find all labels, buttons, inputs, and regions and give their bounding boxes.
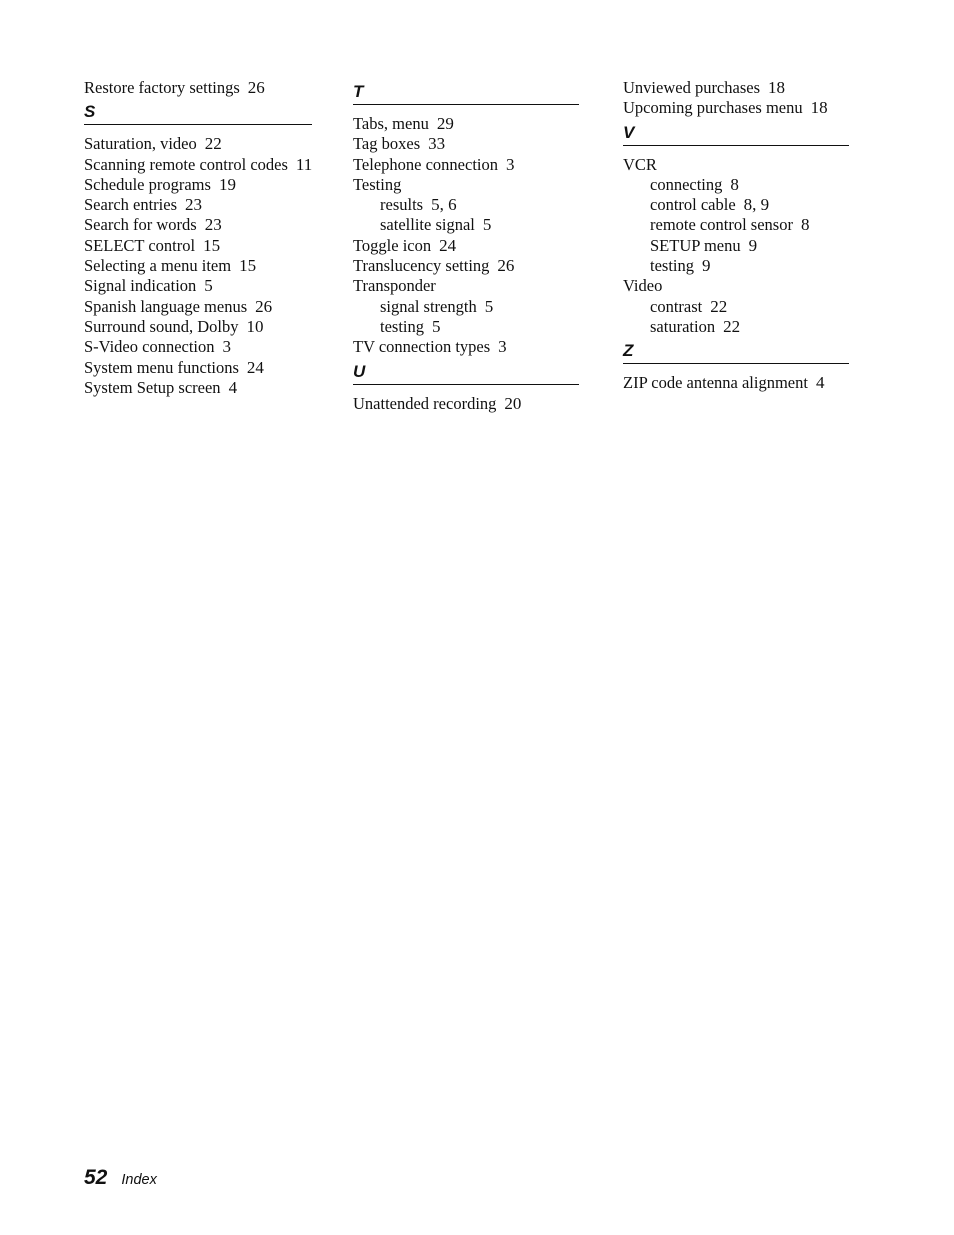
entry-page-numbers: 8, 9 bbox=[743, 195, 770, 215]
entry-term: results bbox=[380, 195, 424, 215]
index-entry bbox=[623, 78, 849, 98]
entry-page-numbers: 23 bbox=[185, 195, 202, 215]
entry-term: Transponder bbox=[353, 276, 436, 296]
index-column-2 bbox=[353, 78, 579, 414]
entry-page-numbers: 9 bbox=[702, 256, 711, 276]
index-entry bbox=[84, 378, 312, 398]
index-entry bbox=[353, 134, 579, 154]
page-footer bbox=[84, 1166, 157, 1190]
index-entry bbox=[84, 78, 312, 98]
section-letter-heading: U bbox=[353, 362, 579, 385]
entry-page-numbers: 24 bbox=[439, 235, 457, 255]
index-subentry bbox=[623, 175, 849, 195]
entry-page-numbers: 22 bbox=[723, 316, 741, 336]
entry-page-numbers: 26 bbox=[247, 78, 265, 97]
entry-term: System Setup screen bbox=[84, 377, 221, 397]
entry-page-numbers: 9 bbox=[748, 235, 758, 255]
section-letter-heading: T bbox=[353, 82, 579, 105]
entry-page-numbers: 20 bbox=[504, 393, 522, 413]
entry-page-numbers: 8 bbox=[730, 174, 739, 194]
entry-page-numbers: 15 bbox=[203, 235, 221, 255]
index-entry bbox=[84, 134, 312, 154]
index-entry bbox=[84, 276, 312, 296]
entry-term: Unattended recording bbox=[353, 393, 497, 413]
index-entry bbox=[353, 256, 579, 276]
index-entry bbox=[84, 215, 312, 235]
entry-term: remote control sensor bbox=[650, 215, 793, 235]
entry-term: Telephone connection bbox=[353, 154, 498, 174]
entry-term: Tag boxes bbox=[353, 134, 421, 154]
section-name: Index bbox=[121, 1172, 157, 1188]
index-subentry bbox=[623, 195, 849, 215]
entry-page-numbers: 5 bbox=[484, 296, 494, 316]
index-subentry bbox=[623, 317, 849, 337]
entry-page-numbers: 29 bbox=[436, 114, 454, 133]
entry-term: Signal indication bbox=[84, 276, 197, 296]
entry-term: control cable bbox=[650, 195, 736, 215]
entry-page-numbers: 18 bbox=[810, 98, 828, 118]
index-subentry bbox=[353, 317, 579, 337]
entry-term: Upcoming purchases menu bbox=[623, 98, 803, 118]
entry-term: Scanning remote control codes bbox=[84, 154, 288, 174]
index-entry bbox=[353, 337, 579, 357]
entry-page-numbers: 3 bbox=[506, 154, 515, 174]
entry-term: TV connection types bbox=[353, 337, 491, 357]
entry-page-numbers: 26 bbox=[497, 256, 515, 276]
entry-page-numbers: 23 bbox=[204, 215, 222, 235]
entry-term: Video bbox=[623, 276, 663, 296]
entry-term: testing bbox=[650, 256, 694, 276]
entry-page-numbers: 19 bbox=[218, 174, 236, 194]
entry-term: testing bbox=[380, 316, 424, 336]
index-entry bbox=[623, 276, 849, 296]
index-subentry bbox=[353, 297, 579, 317]
index-entry bbox=[84, 175, 312, 195]
entry-term: Spanish language menus bbox=[84, 296, 248, 316]
entry-page-numbers: 5 bbox=[482, 215, 492, 235]
section-letter-heading: Z bbox=[623, 341, 849, 364]
entry-term: VCR bbox=[623, 154, 657, 174]
entry-term: Testing bbox=[353, 174, 402, 194]
index-entry bbox=[353, 114, 579, 134]
entry-term: Search entries bbox=[84, 195, 177, 215]
entry-page-numbers: 8 bbox=[800, 215, 810, 235]
entry-page-numbers: 22 bbox=[204, 134, 222, 154]
entry-term: Toggle icon bbox=[353, 235, 432, 255]
entry-term: S-Video connection bbox=[84, 337, 215, 357]
index-entry bbox=[623, 373, 849, 393]
index-subentry bbox=[353, 195, 579, 215]
index-entry bbox=[84, 358, 312, 378]
entry-page-numbers: 4 bbox=[815, 373, 825, 393]
index-entry bbox=[353, 276, 579, 296]
entry-term: Tabs, menu bbox=[353, 114, 429, 133]
index-entry bbox=[84, 155, 312, 175]
index-entry bbox=[84, 297, 312, 317]
section-letter-heading: V bbox=[623, 123, 849, 146]
index-subentry bbox=[623, 297, 849, 317]
entry-page-numbers: 11 bbox=[295, 154, 313, 174]
entry-term: Saturation, video bbox=[84, 134, 197, 154]
entry-page-numbers: 10 bbox=[246, 316, 264, 336]
entry-term: saturation bbox=[650, 316, 716, 336]
entry-term: connecting bbox=[650, 174, 723, 194]
entry-term: Schedule programs bbox=[84, 174, 211, 194]
entry-page-numbers: 5, 6 bbox=[431, 195, 457, 215]
entry-page-numbers: 33 bbox=[428, 134, 446, 154]
entry-term: Selecting a menu item bbox=[84, 256, 232, 276]
entry-page-numbers: 22 bbox=[710, 296, 728, 316]
index-column-3 bbox=[623, 78, 849, 394]
entry-term: signal strength bbox=[380, 296, 477, 316]
entry-page-numbers: 26 bbox=[255, 296, 273, 316]
index-subentry bbox=[623, 256, 849, 276]
entry-term: Search for words bbox=[84, 215, 197, 235]
index-column-1 bbox=[84, 78, 312, 398]
index-entry bbox=[353, 394, 579, 414]
index-entry bbox=[353, 155, 579, 175]
entry-page-numbers: 15 bbox=[239, 256, 257, 276]
index-subentry bbox=[623, 236, 849, 256]
index-entry bbox=[84, 195, 312, 215]
index-entry bbox=[84, 317, 312, 337]
index-entry bbox=[623, 155, 849, 175]
entry-term: Unviewed purchases bbox=[623, 78, 760, 97]
entry-page-numbers: 5 bbox=[204, 276, 213, 296]
index-entry bbox=[623, 98, 849, 118]
entry-term: satellite signal bbox=[380, 215, 475, 235]
page-number: 52 bbox=[84, 1166, 108, 1189]
entry-term: Surround sound, Dolby bbox=[84, 316, 239, 336]
index-subentry bbox=[623, 215, 849, 235]
entry-term: Translucency setting bbox=[353, 256, 490, 276]
entry-page-numbers: 3 bbox=[498, 337, 507, 357]
entry-page-numbers: 24 bbox=[246, 357, 264, 377]
entry-page-numbers: 18 bbox=[768, 78, 785, 97]
entry-page-numbers: 5 bbox=[432, 316, 441, 336]
index-entry bbox=[353, 236, 579, 256]
entry-term: contrast bbox=[650, 296, 703, 316]
entry-term: SETUP menu bbox=[650, 235, 741, 255]
index-entry bbox=[84, 337, 312, 357]
index-subentry bbox=[353, 215, 579, 235]
entry-term: SELECT control bbox=[84, 235, 196, 255]
index-entry bbox=[84, 236, 312, 256]
index-entry bbox=[353, 175, 579, 195]
entry-term: Restore factory settings bbox=[84, 78, 240, 97]
entry-page-numbers: 3 bbox=[222, 337, 232, 357]
entry-page-numbers: 4 bbox=[228, 377, 238, 397]
section-letter-heading: S bbox=[84, 102, 312, 125]
index-entry bbox=[84, 256, 312, 276]
entry-term: System menu functions bbox=[84, 357, 239, 377]
entry-term: ZIP code antenna alignment bbox=[623, 373, 808, 393]
